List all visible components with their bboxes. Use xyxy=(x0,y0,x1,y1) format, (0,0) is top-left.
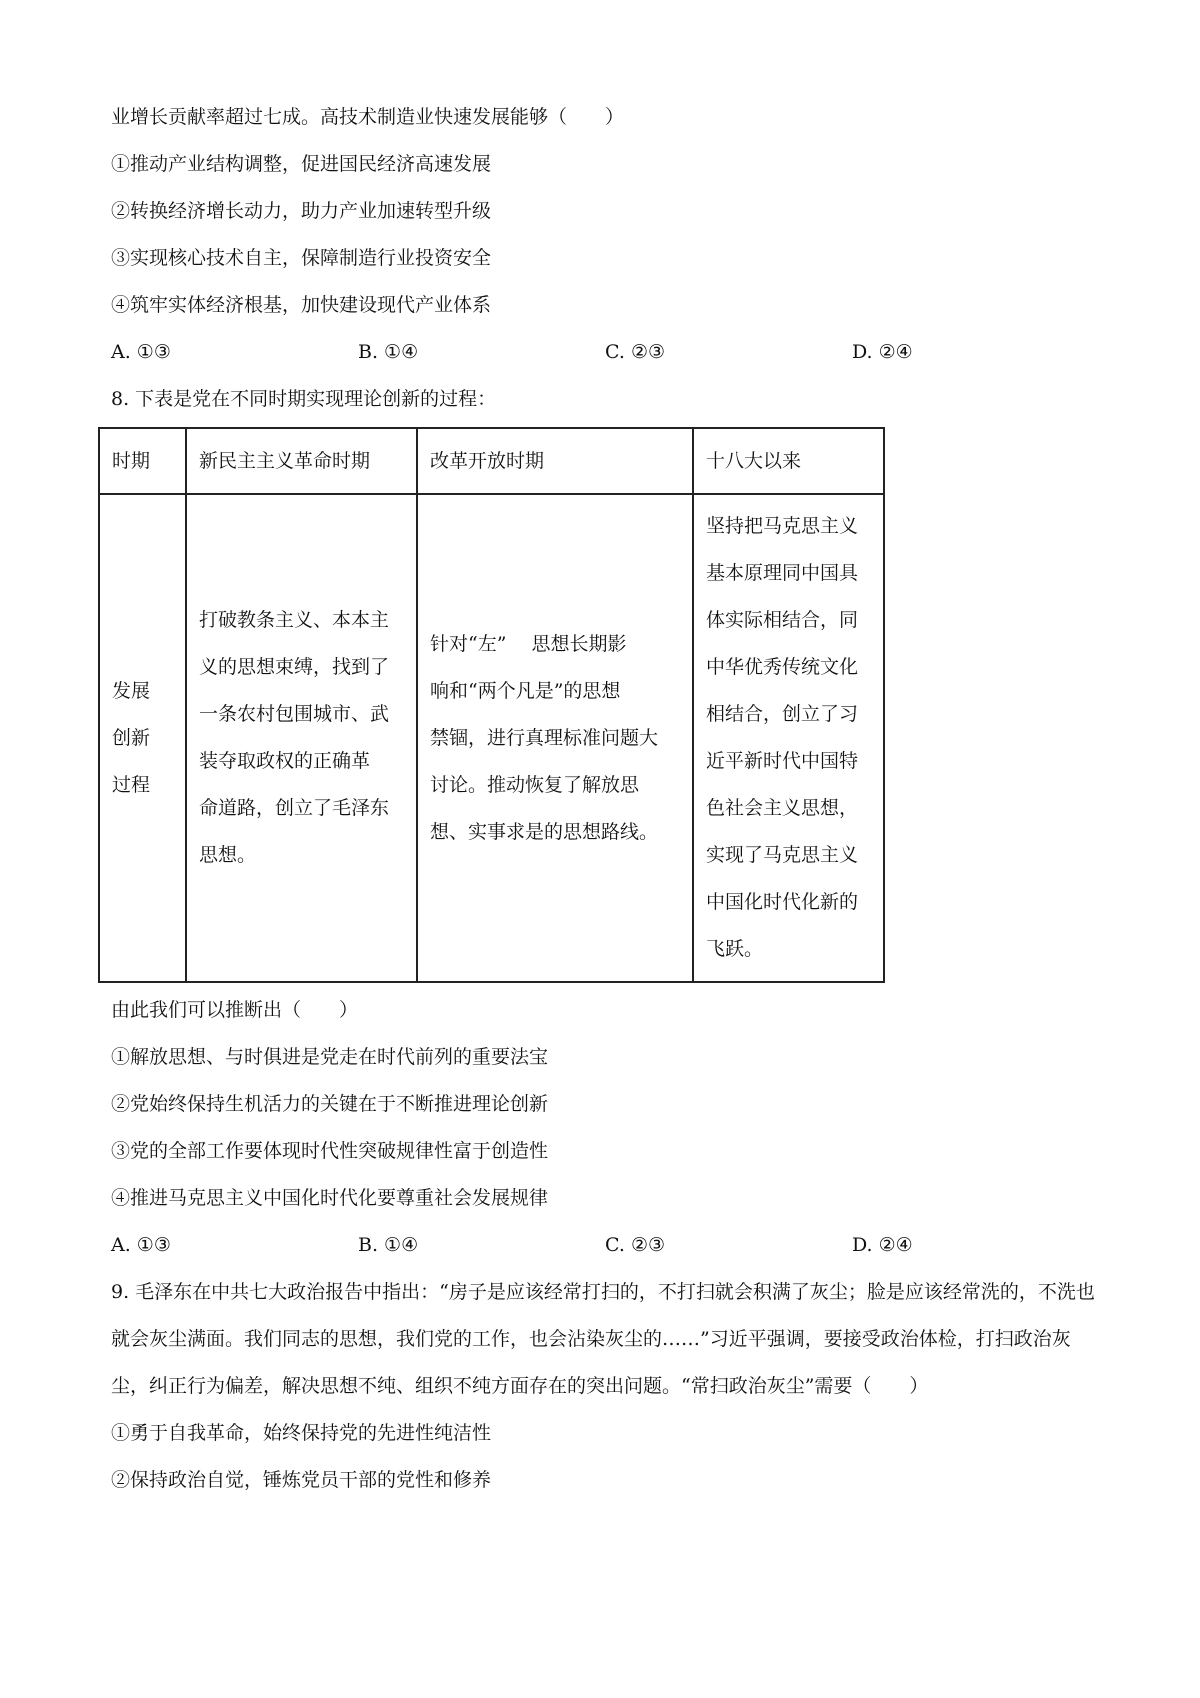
q7-option-b[interactable]: B. ①④ xyxy=(358,341,419,363)
q8-option-a[interactable]: A. ①③ xyxy=(111,1234,171,1256)
header-period: 时期 xyxy=(99,428,186,494)
cell-since-18th: 坚持把马克思主义 基本原理同中国具 体实际相结合，同 中华优秀传统文化 相结合，创立了习 近平新时代中国特 色社会主义思想， 实现了马克思主义 中国化时代化新的 飞跃。 xyxy=(693,494,884,982)
q7-option-d[interactable]: D. ②④ xyxy=(852,341,913,363)
q8-stem: 8. 下表是党在不同时期实现理论创新的过程： xyxy=(111,388,497,410)
q9-statement-2: ②保持政治自觉，锤炼党员干部的党性和修养 xyxy=(111,1469,492,1491)
q8-option-b[interactable]: B. ①④ xyxy=(358,1234,419,1256)
q7-option-a[interactable]: A. ①③ xyxy=(111,341,171,363)
header-reform-opening: 改革开放时期 xyxy=(417,428,693,494)
cell-new-democratic: 打破教条主义、本本主 义的思想束缚，找到了 一条农村包围城市、武 装夺取政权的正确革 命道路，创立了毛泽东 思想。 xyxy=(186,494,417,982)
theory-innovation-table xyxy=(98,427,885,983)
q8-statement-3: ③党的全部工作要体现时代性突破规律性富于创造性 xyxy=(111,1140,549,1162)
row-label: 发展 创新 过程 xyxy=(99,494,186,982)
q7-stem-tail: 业增长贡献率超过七成。高技术制造业快速发展能够（ ） xyxy=(111,106,625,128)
q8-statement-4: ④推进马克思主义中国化时代化要尊重社会发展规律 xyxy=(111,1187,549,1209)
q8-option-d[interactable]: D. ②④ xyxy=(852,1234,913,1256)
q9-stem: 9. 毛泽东在中共七大政治报告中指出：“房子是应该经常打扫的，不打扫就会积满了灰尘；脸是应该经常洗的，不洗也就会灰尘满面。我们同志的思想，我们党的工作，也会沾染灰尘的……”习近平强调，要接受政治体检，打扫政治灰尘，纠正行为偏差，解决思想不纯、组织不纯方面存在的突出问题。“常扫政治灰尘”需要（ ） xyxy=(111,1281,1095,1397)
table-row xyxy=(99,494,884,982)
exam-page xyxy=(111,94,1101,1504)
q8-statement-2: ②党始终保持生机活力的关键在于不断推进理论创新 xyxy=(111,1093,549,1115)
q8-option-c[interactable]: C. ②③ xyxy=(605,1234,666,1256)
q7-option-c[interactable]: C. ②③ xyxy=(605,341,666,363)
q7-statement-2: ②转换经济增长动力，助力产业加速转型升级 xyxy=(111,200,492,222)
header-new-democratic: 新民主主义革命时期 xyxy=(186,428,417,494)
header-since-18th: 十八大以来 xyxy=(693,428,884,494)
q8-statement-1: ①解放思想、与时俱进是党走在时代前列的重要法宝 xyxy=(111,1046,549,1068)
table-header-row xyxy=(99,428,884,494)
q8-question: 由此我们可以推断出（ ） xyxy=(111,999,359,1021)
q8-options xyxy=(111,1222,1101,1269)
q7-statement-3: ③实现核心技术自主，保障制造行业投资安全 xyxy=(111,247,492,269)
q7-statement-4: ④筑牢实体经济根基，加快建设现代产业体系 xyxy=(111,294,492,316)
q9-statement-1: ①勇于自我革命，始终保持党的先进性纯洁性 xyxy=(111,1422,492,1444)
q7-statement-1: ①推动产业结构调整，促进国民经济高速发展 xyxy=(111,153,492,175)
cell-reform-opening: 针对“左” 思想长期影 响和“两个凡是”的思想 禁锢，进行真理标准问题大 讨论。推动恢复了解放思 想、实事求是的思想路线。 xyxy=(417,494,693,982)
q7-options xyxy=(111,329,1101,376)
